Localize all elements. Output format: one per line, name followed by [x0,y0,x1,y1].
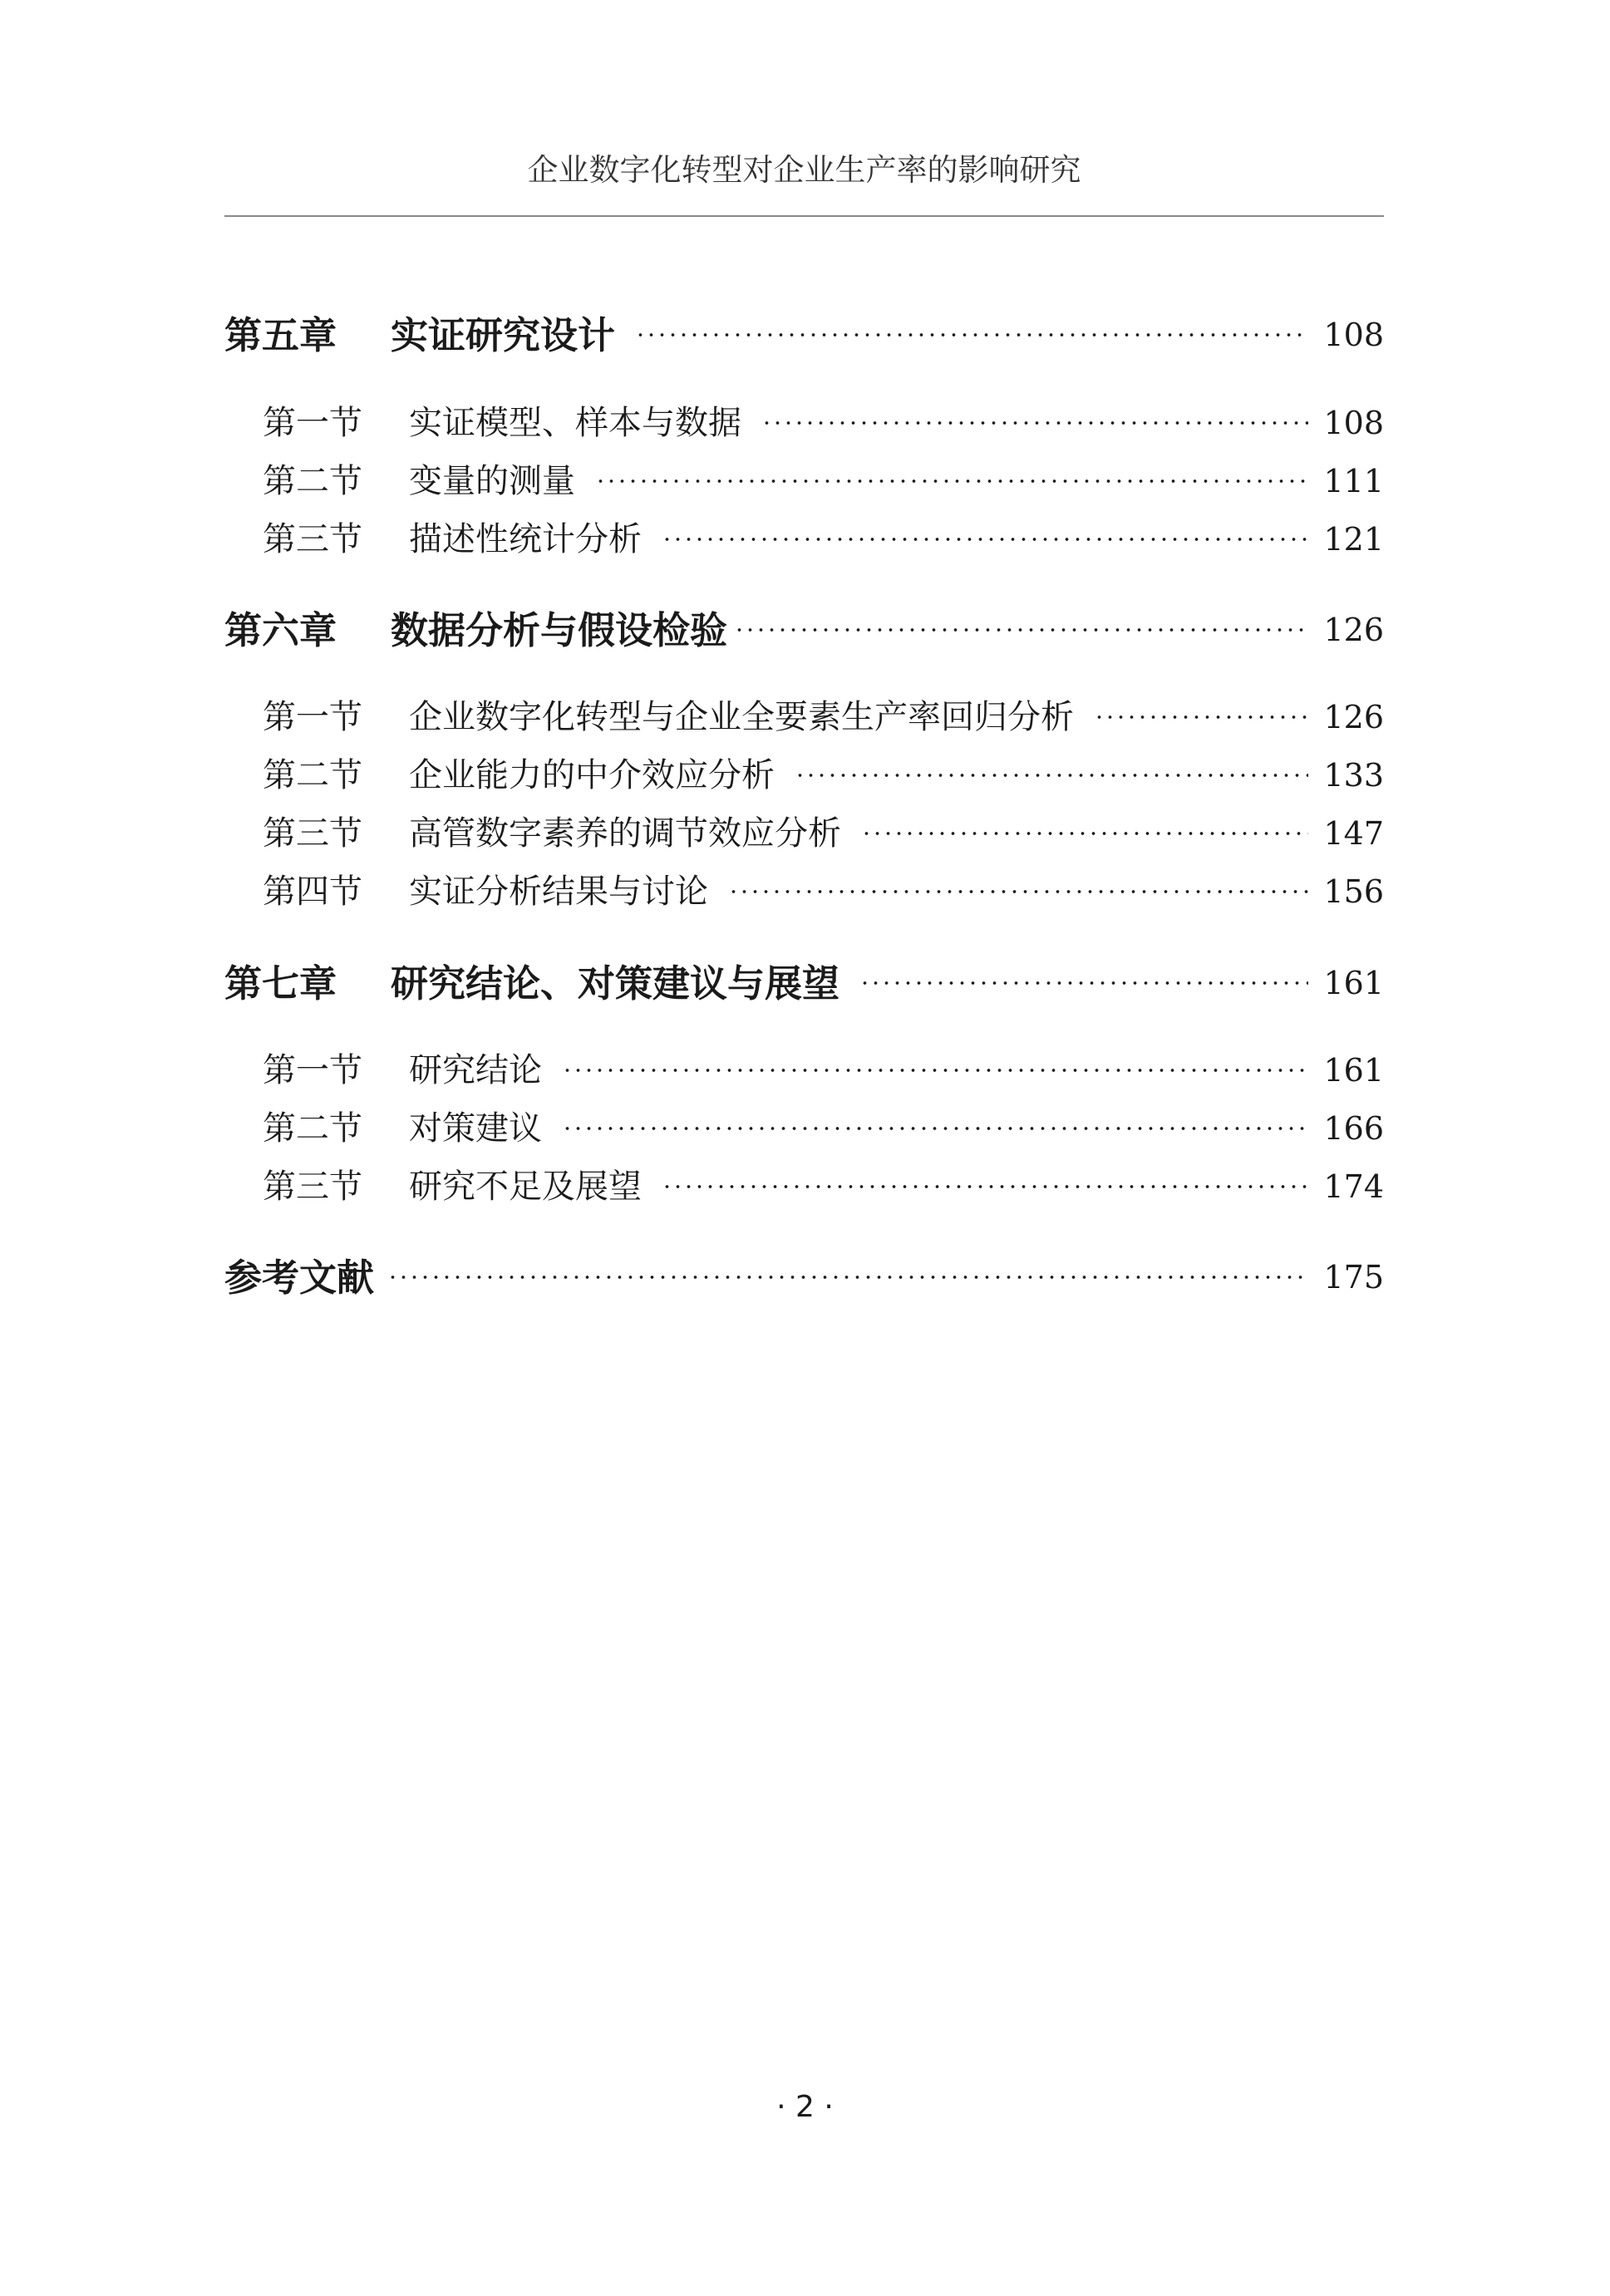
toc-dot-leader [595,479,1308,484]
toc-dot-leader [861,831,1308,836]
toc-section-title: 研究不足及展望 [409,1168,642,1206]
toc-chapter-title: 参考文献 [224,1255,375,1300]
toc-section-number: 第四节 [263,873,362,911]
toc-section-title: 描述性统计分析 [409,520,642,558]
toc-section-number: 第三节 [263,520,362,558]
toc-section-number: 第一节 [263,404,362,442]
toc-section-title: 实证分析结果与讨论 [409,873,708,911]
toc-section-number: 第二节 [263,1109,362,1148]
toc-section-entry[interactable] [224,1049,1384,1092]
toc-section-number: 第二节 [263,756,362,794]
toc-chapter-entry[interactable] [224,960,1384,1006]
toc-page-number: 121 [1323,521,1384,558]
toc-page-number: 133 [1323,757,1384,794]
toc-chapter-title: 数据分析与假设检验 [391,607,728,652]
toc-chapter-number: 第七章 [224,961,337,1005]
toc-section-entry[interactable] [224,812,1384,855]
toc-page-number: 147 [1323,815,1384,852]
toc-page-number: 126 [1323,612,1384,648]
toc-section-title: 高管数字素养的调节效应分析 [409,814,841,853]
toc-dot-leader [662,1184,1308,1189]
toc-section-number: 第一节 [263,1051,362,1089]
toc-dot-leader [859,981,1308,986]
toc-chapter-number: 第五章 [224,312,337,357]
toc-dot-leader [795,773,1308,778]
toc-section-entry[interactable] [224,518,1384,561]
toc-dot-leader [734,627,1308,632]
toc-dot-leader [562,1126,1308,1131]
toc-page-number: 161 [1323,965,1384,1001]
running-header: 企业数字化转型对企业生产率的影响研究 [527,152,1081,188]
toc-section-number: 第三节 [263,1168,362,1206]
toc-dot-leader [728,889,1308,894]
toc-page-number: 126 [1323,699,1384,735]
header-rule [224,215,1384,217]
page-number: · 2 · [776,2090,834,2124]
toc-chapter-entry[interactable] [224,312,1384,358]
toc-section-entry[interactable] [224,1107,1384,1150]
toc-dot-leader [761,420,1308,425]
toc-section-number: 第三节 [263,814,362,853]
toc-section-title: 实证模型、样本与数据 [409,404,741,442]
toc-chapter-entry[interactable] [224,607,1384,653]
toc-page-number: 108 [1323,405,1384,441]
toc-dot-leader [635,332,1308,337]
toc-section-title: 变量的测量 [409,462,575,500]
toc-section-entry[interactable] [224,696,1384,739]
toc-section-entry[interactable] [224,1165,1384,1208]
toc-section-entry[interactable] [224,460,1384,503]
toc-section-entry[interactable] [224,870,1384,913]
toc-section-entry[interactable] [224,401,1384,445]
toc-dot-leader [1094,715,1308,720]
toc-section-number: 第一节 [263,698,362,736]
toc-dot-leader [387,1275,1308,1280]
toc-page-number: 166 [1323,1110,1384,1147]
toc-section-title: 企业数字化转型与企业全要素生产率回归分析 [409,698,1074,736]
toc-section-title: 企业能力的中介效应分析 [409,756,775,794]
toc-page-number: 111 [1323,463,1384,499]
toc-page-number: 161 [1323,1052,1384,1089]
toc-page-number: 174 [1323,1168,1384,1205]
toc-section-number: 第二节 [263,462,362,500]
toc-page-number: 156 [1323,873,1384,910]
toc-page-number: 175 [1323,1259,1384,1295]
toc-section-entry[interactable] [224,754,1384,797]
toc-dot-leader [662,537,1308,542]
toc-page-number: 108 [1323,317,1384,353]
toc-chapter-title: 研究结论、对策建议与展望 [391,961,840,1005]
toc-section-title: 研究结论 [409,1051,542,1089]
toc-dot-leader [562,1068,1308,1073]
toc-chapter-title: 实证研究设计 [391,312,616,357]
toc-references-entry[interactable] [224,1254,1384,1300]
toc-chapter-number: 第六章 [224,607,337,652]
toc-section-title: 对策建议 [409,1109,542,1148]
